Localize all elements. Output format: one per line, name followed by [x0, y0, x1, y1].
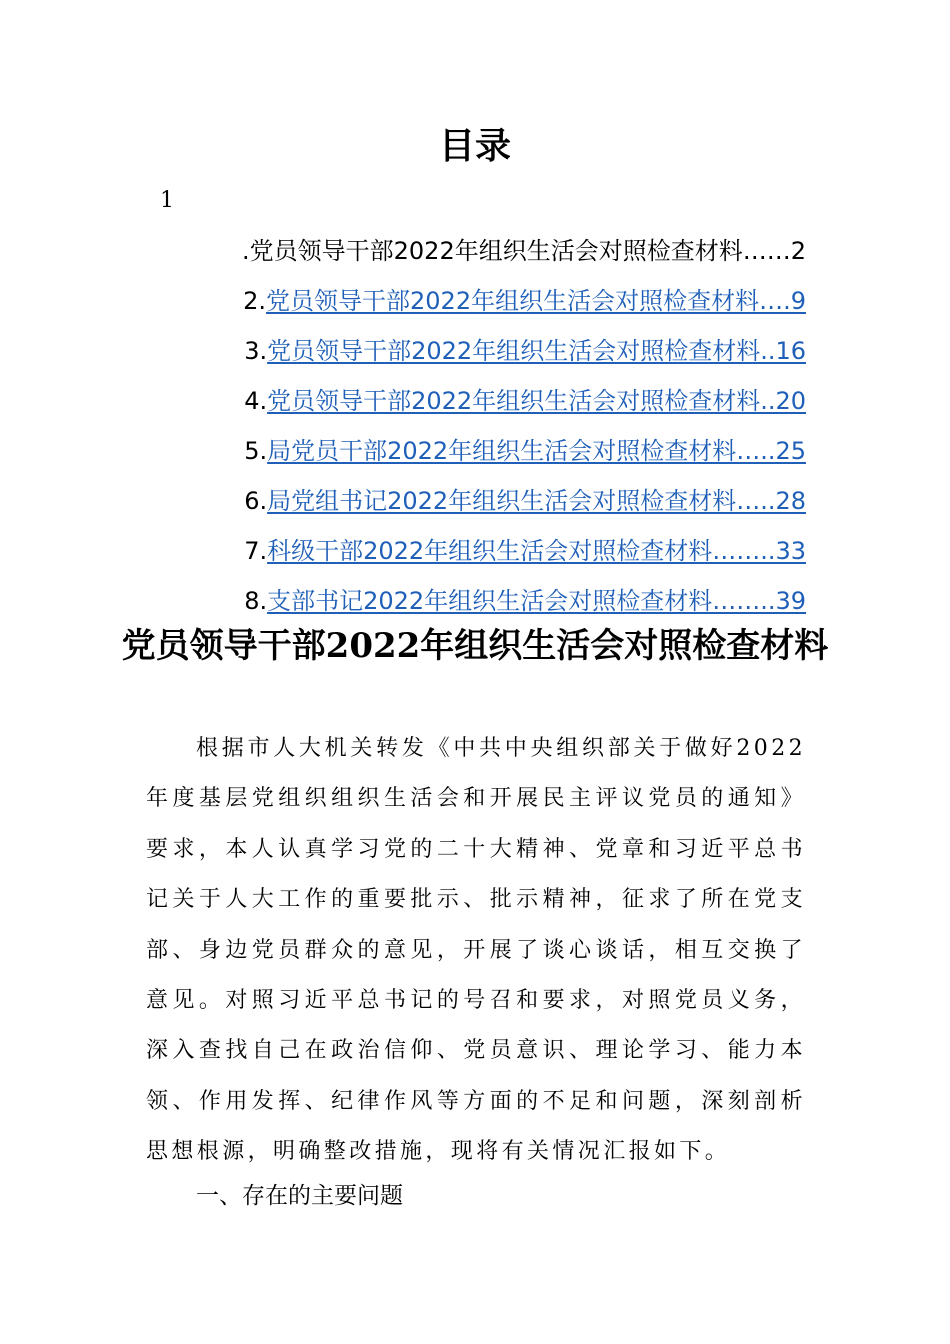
toc-item-index: 3.: [244, 337, 268, 365]
toc-item-index: 6.: [244, 487, 268, 515]
toc-link-2[interactable]: 党员领导干部2022年组织生活会对照检查材料….9: [266, 287, 806, 315]
toc-item-index: 5.: [244, 437, 268, 465]
toc-link-4[interactable]: 党员领导干部2022年组织生活会对照检查材料..20: [267, 387, 806, 415]
toc-first-number: 1: [160, 188, 174, 213]
toc-item-index: 4.: [244, 387, 268, 415]
toc-item-index: 2.: [243, 287, 267, 315]
toc-link-7[interactable]: 科级干部2022年组织生活会对照检查材料……..33: [267, 537, 806, 565]
toc-item-7: [150, 526, 806, 576]
toc-item-4: [150, 376, 806, 426]
toc-item-text: .党员领导干部2022年组织生活会对照检查材料……2: [242, 237, 806, 265]
toc-link-3[interactable]: 党员领导干部2022年组织生活会对照检查材料..16: [267, 337, 806, 365]
section-heading: 一、存在的主要问题: [196, 1183, 403, 1209]
toc-item-1[interactable]: [150, 226, 806, 276]
toc-item-index: 7.: [244, 537, 268, 565]
toc-list: [150, 226, 806, 626]
toc-item-2: [150, 276, 806, 326]
toc-link-6[interactable]: 局党组书记2022年组织生活会对照检查材料…..28: [267, 487, 806, 515]
toc-item-3: [150, 326, 806, 376]
toc-item-index: 8.: [244, 587, 268, 615]
toc-link-8[interactable]: 支部书记2022年组织生活会对照检查材料……..39: [267, 587, 806, 615]
toc-link-5[interactable]: 局党员干部2022年组织生活会对照检查材料…..25: [267, 437, 806, 465]
body-paragraph: 根据市人大机关转发《中共中央组织部关于做好2022年度基层党组织组织生活会和开展民主评议党员的通知》要求，本人认真学习党的二十大精神、党章和习近平总书记关于人大工作的重要批示、批示精神，征求了所在党支部、身边党员群众的意见，开展了谈心谈话，相互交换了意见。对照习近平总书记的号召和要求，对照党员义务，深入查找自己在政治信仰、党员意识、理论学习、能力本领、作用发挥、纪律作风等方面的不足和问题，深刻剖析思想根源，明确整改措施，现将有关情况汇报如下。: [146, 736, 806, 1165]
toc-item-6: [150, 476, 806, 526]
toc-title: 目录: [438, 125, 511, 167]
toc-item-8: [150, 576, 806, 626]
toc-item-5: [150, 426, 806, 476]
document-title: 党员领导干部2022年组织生活会对照检查材料: [121, 626, 829, 666]
